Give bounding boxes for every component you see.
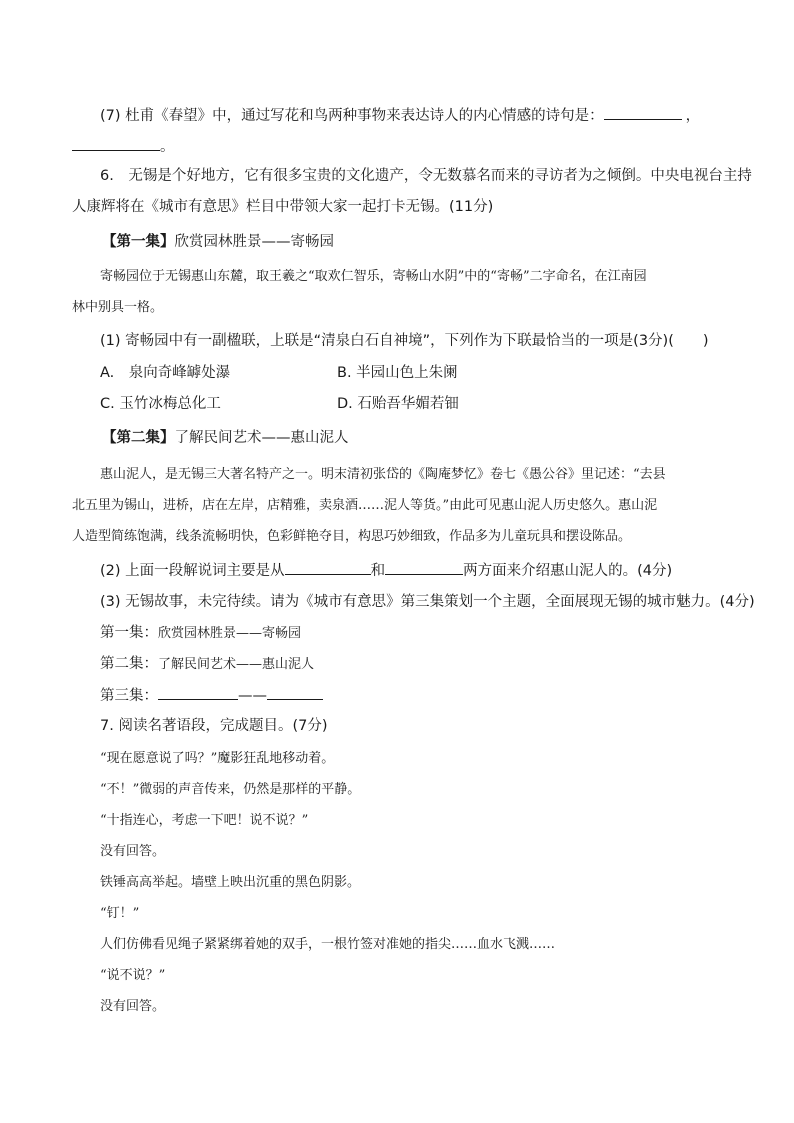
- sub2-prefix: (2) 上面一段解说词主要是从: [100, 563, 285, 579]
- q5-7-prefix: (7) 杜甫《春望》中，通过写花和鸟两种事物来表达诗人的内心情感的诗句是：: [100, 108, 604, 124]
- q7-line-1: “不！”微弱的声音传来，仍然是那样的平静。: [100, 782, 361, 797]
- sub3-ep1-label: 第一集：: [100, 625, 158, 641]
- option-c[interactable]: C. 玉竹冰梅总化工: [100, 396, 221, 412]
- ep1-title: 欣赏园林胜景——寄畅园: [174, 234, 334, 250]
- q7-line-3: 没有回答。: [100, 844, 166, 859]
- ep1-text-line2: 林中别具一格。: [72, 300, 164, 315]
- answer-blank-1[interactable]: [604, 105, 682, 120]
- answer-blank-2[interactable]: [72, 136, 160, 151]
- q5-7-comma: ，: [685, 108, 701, 124]
- sub3-question: (3) 无锡故事，未完待续。请为《城市有意思》第三集策划一个主题，全面展现无锡的城市魅力。(4分): [100, 594, 755, 610]
- ep2-text-line1: 惠山泥人，是无锡三大著名特产之一。明末清初张岱的《陶庵梦忆》卷七《愚公谷》里记述：“去县: [100, 467, 666, 482]
- option-b[interactable]: B. 半园山色上朱阑: [337, 365, 458, 381]
- ep2-title: 了解民间艺术——惠山泥人: [174, 430, 349, 446]
- option-d[interactable]: D. 石贻吾华媚若钿: [337, 396, 459, 412]
- sub2-mid: 和: [370, 563, 386, 579]
- q5-7-line: [100, 105, 700, 126]
- q7-stem: 7. 阅读名著语段，完成题目。(7分): [100, 718, 328, 734]
- answer-blank-6[interactable]: [267, 685, 323, 700]
- sub2-suffix: 两方面来介绍惠山泥人的。(4分): [463, 563, 673, 579]
- q7-line-5: “钉！”: [100, 906, 140, 921]
- sub2-question: [100, 560, 672, 581]
- ep1-tag: 【第一集】: [102, 234, 175, 250]
- q7-line-4: 铁锤高高举起。墙壁上映出沉重的黑色阴影。: [100, 875, 361, 890]
- ep2-heading: [102, 428, 349, 448]
- q7-line-2: “十指连心，考虑一下吧！说不说？”: [100, 813, 309, 828]
- sub3-ep3: [100, 685, 323, 706]
- q6-stem-line1: 6. 无锡是个好地方，它有很多宝贵的文化遗产，令无数慕名而来的寻访者为之倾倒。中央电视台主持: [100, 168, 752, 184]
- ep1-heading: [102, 232, 334, 252]
- ep2-text-line3: 人造型简练饱满，线条流畅明快，色彩鲜艳夺目，构思巧妙细致，作品多为儿童玩具和摆设陈品。: [72, 529, 632, 544]
- q7-line-7: “说不说？”: [100, 968, 166, 983]
- q7-line-8: 没有回答。: [100, 999, 166, 1014]
- sub3-ep3-dash: ——: [238, 688, 267, 704]
- q6-stem-line2: 人康辉将在《城市有意思》栏目中带领大家一起打卡无锡。(11分): [72, 199, 494, 215]
- sub1-question: (1) 寄畅园中有一副楹联，上联是“清泉白石自神境”，下列作为下联最恰当的一项是(3分)( ): [100, 333, 709, 349]
- answer-blank-4[interactable]: [385, 560, 463, 575]
- q7-line-6: 人们仿佛看见绳子紧紧绑着她的双手，一根竹签对准她的指尖……血水飞溅……: [100, 937, 556, 952]
- ep1-text-line1: 寄畅园位于无锡惠山东麓，取王羲之“取欢仁智乐，寄畅山水阴”中的“寄畅”二字命名，在江南园: [100, 269, 647, 284]
- sub3-ep1-value: 欣赏园林胜景——寄畅园: [158, 626, 302, 641]
- sub3-ep2: [100, 654, 314, 675]
- sub3-ep1: [100, 623, 301, 644]
- ep2-text-line2: 北五里为锡山，进桥，店在左岸，店精雅，卖泉酒……泥人等货。”由此可见惠山泥人历史悠久。惠山泥: [72, 498, 658, 513]
- q5-7-line2: [72, 136, 175, 157]
- ep2-tag: 【第二集】: [102, 430, 175, 446]
- answer-blank-5[interactable]: [158, 685, 238, 700]
- q5-7-end: 。: [160, 139, 175, 155]
- answer-blank-3[interactable]: [285, 560, 371, 575]
- sub3-ep3-label: 第三集：: [100, 688, 158, 704]
- sub3-ep2-value: 了解民间艺术——惠山泥人: [158, 657, 315, 672]
- sub3-ep2-label: 第二集：: [100, 656, 158, 672]
- q7-line-0: “现在愿意说了吗？”魔影狂乱地移动着。: [100, 751, 335, 766]
- option-a[interactable]: A. 泉向奇峰罅处瀑: [100, 365, 231, 381]
